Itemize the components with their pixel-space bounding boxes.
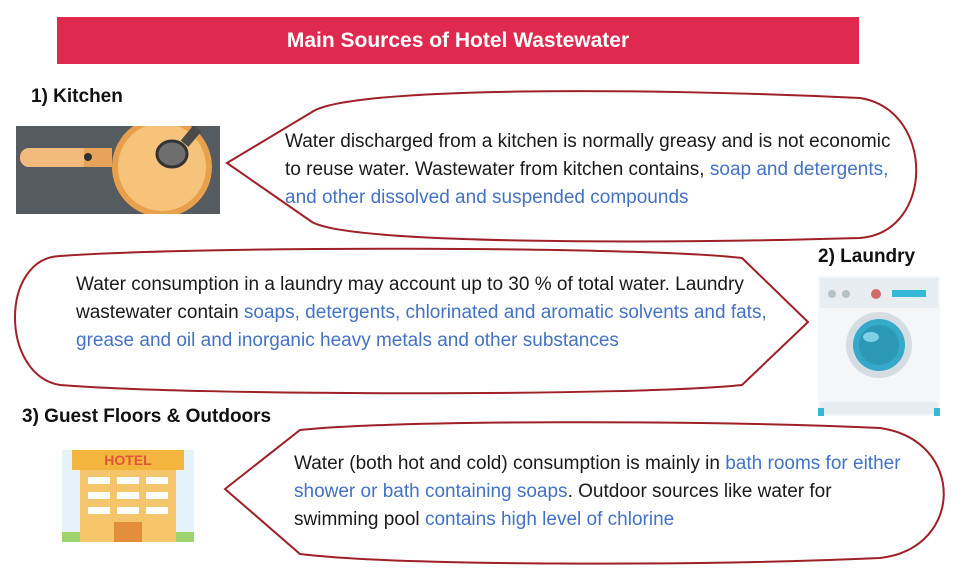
kitchen-description — [285, 128, 910, 212]
kitchen-label: 1) Kitchen — [31, 86, 123, 107]
hotel-building-icon — [62, 450, 194, 542]
guest-text-plain-2: . Outdoor sources like water for swimming pool — [294, 481, 832, 530]
guest-floors-description — [294, 450, 914, 534]
laundry-text-plain: Water consumption in a laundry may account up to 30 % of total water. Laundry wastewater contain — [76, 274, 744, 323]
kitchen-text-highlight: soap and detergents, and other dissolved and suspended compounds — [285, 159, 889, 208]
laundry-text-highlight: soaps, detergents, chlorinated and aromatic solvents and fats, grease and oil and inorganic heavy metals and other substances — [76, 302, 767, 351]
hotel-sign-text: HOTEL — [104, 452, 152, 468]
laundry-description — [76, 271, 796, 355]
frying-pan-icon — [16, 126, 220, 214]
guest-text-highlight-1: bath rooms for either shower or bath containing soaps — [294, 453, 901, 502]
guest-text-highlight-2: contains high level of chlorine — [424, 509, 675, 530]
laundry-label: 2) Laundry — [818, 246, 916, 267]
guest-text-plain-1: Water (both hot and cold) consumption is mainly in — [294, 453, 726, 474]
kitchen-text-plain: Water discharged from a kitchen is normally greasy and is not economic to reuse water. Wastewater from kitchen contains, — [285, 131, 891, 180]
washing-machine-icon — [818, 276, 940, 416]
page-title: Main Sources of Hotel Wastewater — [286, 28, 630, 52]
guest-floors-label: 3) Guest Floors & Outdoors — [22, 406, 272, 427]
